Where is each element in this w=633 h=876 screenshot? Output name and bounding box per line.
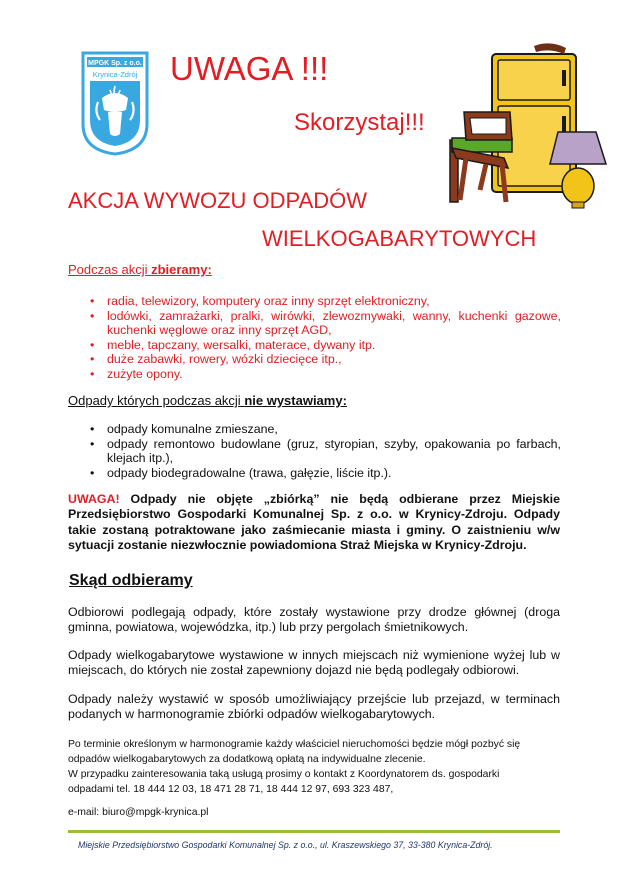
list-item: • duże zabawki, rowery, wózki dziecięce itp., bbox=[87, 352, 561, 367]
warning-label: UWAGA! bbox=[68, 492, 120, 506]
list-item: • radia, telewizory, komputery oraz inny sprzęt elektroniczny, bbox=[87, 294, 561, 309]
bulky-waste-illustration bbox=[446, 40, 614, 212]
list-item: • odpady biodegradowalne (trawa, gałęzie, liście itp.). bbox=[87, 466, 561, 481]
collected-heading bbox=[68, 262, 212, 277]
contact-email: e-mail: biuro@mpgk-krynica.pl bbox=[68, 807, 209, 818]
pickup-paragraph: Odpady wielkogabarytowe wystawione w innych miejscach niż wymienione wyżej lub w miejscach, do których nie został zapewniony dojazd nie będą podlegały odbiorowi. bbox=[68, 648, 560, 678]
headline-skorzystaj: Skorzystaj!!! bbox=[294, 109, 425, 136]
list-item: • lodówki, zamrażarki, pralki, wirówki, zlewozmywaki, wanny, kuchenki gazowe, kuchenki węglowe oraz inny sprzęt AGD, bbox=[87, 309, 561, 338]
logo-company-text: MPGK Sp. z o.o. bbox=[88, 60, 142, 67]
note-line: Po terminie określonym w harmonogramie każdy właściciel nieruchomości będzie mógł pozbyć się bbox=[68, 739, 521, 750]
pickup-paragraph: Odbiorowi podlegają odpady, które zostały wystawione przy drodze głównej (droga gminna, powiatowa, wojewódzka, itp.) lub przy pergolach śmietnikowych. bbox=[68, 605, 560, 635]
list-item: • odpady remontowo budowlane (gruz, styropian, szyby, opakowania po farbach, klejach itp.), bbox=[87, 437, 561, 466]
excluded-list bbox=[87, 422, 561, 480]
excluded-heading-text: Odpady których podczas akcji bbox=[68, 393, 245, 408]
note-line: W przypadku zainteresowania taką usługą prosimy o kontakt z Koordynatorem ds. gospodarki bbox=[68, 769, 500, 780]
collected-list bbox=[87, 294, 561, 382]
headline-uwaga: UWAGA !!! bbox=[170, 50, 329, 87]
collected-heading-bold: zbieramy: bbox=[151, 262, 212, 277]
excluded-heading-bold: nie wystawiamy: bbox=[244, 393, 347, 408]
collected-heading-text: Podczas akcji bbox=[68, 262, 152, 277]
footer-address: Miejskie Przedsiębiorstwo Gospodarki Komunalnej Sp. z o.o., ul. Kraszewskiego 37, 33-380 Krynica-Zdrój. bbox=[78, 840, 493, 850]
warning-paragraph bbox=[68, 492, 560, 553]
excluded-heading bbox=[68, 393, 347, 408]
pickup-paragraph: Odpady należy wystawić w sposób umożliwiający przejście lub przejazd, w terminach podanych w harmonogramie zbiórki odpadów wielkogabarytowych. bbox=[68, 692, 560, 722]
campaign-title-line2: WIELKOGABARYTOWYCH bbox=[262, 226, 537, 251]
company-logo bbox=[80, 50, 150, 156]
after-deadline-note bbox=[68, 737, 560, 797]
logo-town-text: Krynica-Zdrój bbox=[92, 70, 138, 79]
note-line: odpadów wielkogabarytowych za dodatkową opłatą na indywidualne zlecenie. bbox=[68, 754, 426, 765]
warning-text: Odpady nie objęte „zbiórką” nie będą odbierane przez Miejskie Przedsiębiorstwo Gospodarki Komunalnej Sp. z o.o. w Krynicy-Zdroju. Odpady takie zostaną potraktowane jako zaśmiecanie miasta i gminy. O zaistnieniu w/w sytuacji zostanie niezwłocznie powiadomiona Straż Miejska w Krynicy-Zdroju. bbox=[68, 492, 560, 552]
list-item: • meble, tapczany, wersalki, materace, dywany itp. bbox=[87, 338, 561, 353]
campaign-title-line1: AKCJA WYWOZU ODPADÓW bbox=[68, 188, 368, 213]
chair-icon bbox=[450, 112, 512, 202]
list-item: • zużyte opony. bbox=[87, 367, 561, 382]
footer-divider bbox=[68, 830, 560, 833]
pickup-heading: Skąd odbieramy bbox=[69, 572, 193, 589]
list-item: • odpady komunalne zmieszane, bbox=[87, 422, 561, 437]
note-line: odpadami tel. 18 444 12 03, 18 471 28 71, 18 444 12 97, 693 323 487, bbox=[68, 784, 394, 795]
